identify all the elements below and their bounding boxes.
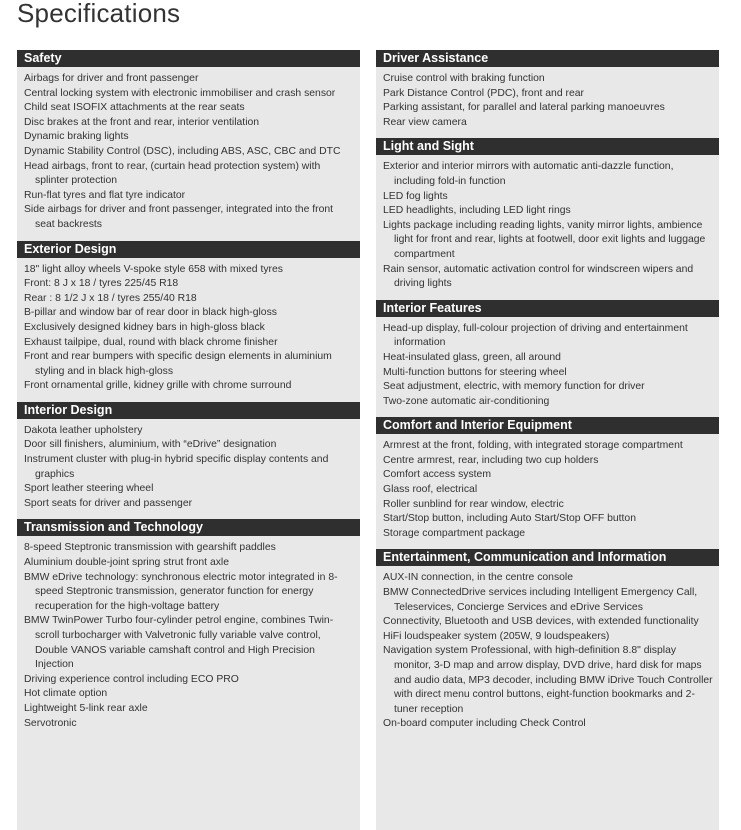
spec-item: LED headlights, including LED light rings <box>383 205 571 217</box>
section-heading: Interior Design <box>17 402 360 419</box>
spec-item: BMW eDrive technology: synchronous electric motor integrated in 8-speed Steptronic transmission, generator function for energy recuperation for the high-voltage battery <box>24 571 338 612</box>
spec-list <box>17 424 360 512</box>
spec-item: Front ornamental grille, kidney grille with chrome surround <box>24 380 292 392</box>
spec-item: Glass roof, electrical <box>383 484 478 496</box>
spec-item: 18" light alloy wheels V-spoke style 658 with mixed tyres <box>24 263 283 275</box>
spec-item: Exhaust tailpipe, dual, round with black chrome finisher <box>24 336 278 348</box>
section-heading: Interior Features <box>376 300 719 317</box>
section-heading: Driver Assistance <box>376 50 719 67</box>
section-heading: Entertainment, Communication and Information <box>376 549 719 566</box>
spec-item: Multi-function buttons for steering wheel <box>383 366 567 378</box>
spec-item: Seat adjustment, electric, with memory function for driver <box>383 381 645 393</box>
spec-item: Roller sunblind for rear window, electric <box>383 498 564 510</box>
spec-item: Side airbags for driver and front passenger, integrated into the front seat backrests <box>24 204 334 230</box>
section-transmission-and-technology <box>17 519 360 731</box>
spec-item: Central locking system with electronic immobiliser and crash sensor <box>24 87 336 99</box>
section-exterior-design <box>17 241 360 394</box>
spec-item: Head airbags, front to rear, (curtain head protection system) with splinter protection <box>24 160 321 187</box>
spec-item: Start/Stop button, including Auto Start/Stop OFF button <box>383 513 636 525</box>
spec-list <box>376 571 719 732</box>
spec-item: Dakota leather upholstery <box>24 424 143 436</box>
spec-list <box>376 72 719 130</box>
spec-item: B-pillar and window bar of rear door in black high-gloss <box>24 307 277 319</box>
section-light-and-sight <box>376 138 719 291</box>
spec-item: Front and rear bumpers with specific design elements in aluminium styling and in black high-gloss <box>24 351 332 377</box>
spec-item: Head-up display, full-colour projection of driving and entertainment information <box>383 322 688 349</box>
spec-item: Servotronic <box>24 717 77 729</box>
spec-list <box>17 541 360 731</box>
section-heading: Safety <box>17 50 360 67</box>
spec-item: Disc brakes at the front and rear, interior ventilation <box>24 116 260 128</box>
section-heading: Exterior Design <box>17 241 360 258</box>
spec-item: AUX-IN connection, in the centre console <box>383 572 574 584</box>
spec-item: Connectivity, Bluetooth and USB devices, with extended functionality <box>383 616 699 628</box>
spec-list <box>376 160 719 291</box>
spec-item: Rear : 8 1/2 J x 18 / tyres 255/40 R18 <box>24 292 197 304</box>
left-column <box>17 50 360 830</box>
spec-item: Lights package including reading lights, vanity mirror lights, ambience light for front and rear, lights at footwell, door exit lights and luggage compartment <box>383 219 706 260</box>
section-entertainment-communication-and-information <box>376 549 719 732</box>
spec-item: Dynamic Stability Control (DSC), including ABS, ASC, CBC and DTC <box>24 145 341 157</box>
spec-item: Exclusively designed kidney bars in high-gloss black <box>24 321 265 333</box>
spec-item: Navigation system Professional, with high-definition 8.8" display monitor, 3-D map and arrow display, DVD drive, hard disk for maps and audio data, MP3 decoder, including BMW iDrive Touch Controller with direct menu control buttons, eight-function bookmarks and 2-tuner reception <box>383 645 713 715</box>
spec-item: Front: 8 J x 18 / tyres 225/45 R18 <box>24 278 179 290</box>
spec-item: Park Distance Control (PDC), front and rear <box>383 87 584 99</box>
spec-item: Door sill finishers, aluminium, with “eDrive” designation <box>24 439 277 451</box>
spec-list <box>17 72 360 233</box>
spec-item: Parking assistant, for parallel and lateral parking manoeuvres <box>383 102 665 114</box>
right-column <box>376 50 719 830</box>
section-heading: Transmission and Technology <box>17 519 360 536</box>
spec-item: Dynamic braking lights <box>24 131 129 143</box>
page-title: Specifications <box>17 0 181 28</box>
section-interior-design <box>17 402 360 512</box>
section-interior-features <box>376 300 719 410</box>
spec-item: Storage compartment package <box>383 527 526 539</box>
spec-item: LED fog lights <box>383 190 448 202</box>
section-safety <box>17 50 360 233</box>
spec-list <box>376 322 719 410</box>
spec-item: BMW ConnectedDrive services including Intelligent Emergency Call, Teleservices, Concierge Services and eDrive Services <box>383 587 698 613</box>
spec-item: Driving experience control including ECO PRO <box>24 673 239 685</box>
spec-item: HiFi loudspeaker system (205W, 9 loudspeakers) <box>383 630 610 642</box>
spec-item: On-board computer including Check Control <box>383 718 586 730</box>
spec-item: Exterior and interior mirrors with automatic anti-dazzle function, including fold-in function <box>383 161 674 187</box>
spec-item: Sport seats for driver and passenger <box>24 497 193 509</box>
spec-item: Rear view camera <box>383 116 467 128</box>
section-heading: Comfort and Interior Equipment <box>376 417 719 434</box>
spec-item: Hot climate option <box>24 688 108 700</box>
spec-item: Run-flat tyres and flat tyre indicator <box>24 189 186 201</box>
spec-item: Heat-insulated glass, green, all around <box>383 351 561 363</box>
spec-item: Cruise control with braking function <box>383 73 545 84</box>
spec-item: Centre armrest, rear, including two cup holders <box>383 454 599 466</box>
spec-list <box>376 439 719 541</box>
spec-item: Instrument cluster with plug-in hybrid specific display contents and graphics <box>24 454 329 480</box>
spec-item: Child seat ISOFIX attachments at the rear seats <box>24 102 245 114</box>
spec-list <box>17 263 360 394</box>
spec-item: Airbags for driver and front passenger <box>24 73 199 84</box>
spec-item: Lightweight 5-link rear axle <box>24 702 148 714</box>
spec-item: 8-speed Steptronic transmission with gearshift paddles <box>24 542 276 554</box>
spec-item: BMW TwinPower Turbo four-cylinder petrol engine, combines Twin-scroll turbocharger with Valvetronic fully variable valve control, Double VANOS variable camshaft control and High Precision Injection <box>24 615 334 671</box>
section-heading: Light and Sight <box>376 138 719 155</box>
spec-item: Comfort access system <box>383 469 491 481</box>
spec-item: Rain sensor, automatic activation control for windscreen wipers and driving lights <box>383 263 694 290</box>
section-driver-assistance <box>376 50 719 130</box>
spec-item: Sport leather steering wheel <box>24 483 154 495</box>
section-comfort-and-interior-equipment <box>376 417 719 541</box>
spec-item: Two-zone automatic air-conditioning <box>383 395 550 407</box>
spec-item: Aluminium double-joint spring strut front axle <box>24 557 230 569</box>
spec-item: Armrest at the front, folding, with integrated storage compartment <box>383 440 683 452</box>
